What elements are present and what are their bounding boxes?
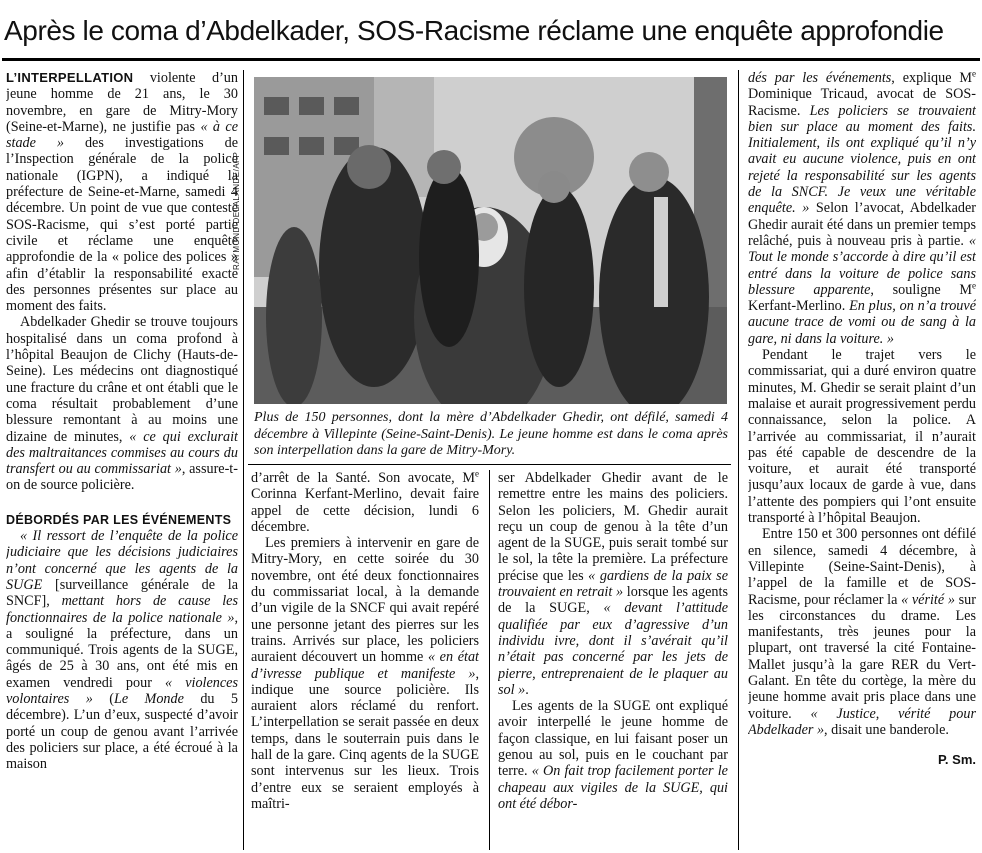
column-1 xyxy=(6,70,238,850)
photo-caption: Plus de 150 personnes, dont la mère d’Abdelkader Ghedir, ont défilé, samedi 4 décembre à Villepinte (Seine-Saint-Denis). Le jeune homme est dans le coma après son interpellation dans la gare de Mitry-Mory. xyxy=(254,410,728,458)
column-3 xyxy=(498,470,728,850)
quote-run: « gardiens de la paix se trouvaient en retrait » xyxy=(498,567,728,601)
quote-run: En plus, on n’a trouvé aucune trace de vomi ou de sang à la gare, ni dans la voiture. » xyxy=(748,298,976,347)
text-run: Entre 150 et 300 personnes ont défilé en silence, samedi 4 décembre, à Villepinte (Seine-Saint-Denis), à l’appel de la famille et de SOS-Racisme, pour réclamer la xyxy=(748,526,976,608)
quote-run: « ce qui exclurait des maltraitances commises au cours du transfert ou au commissariat » xyxy=(6,428,238,478)
text-run: , assure-t-on de source policière. xyxy=(6,461,238,494)
text-run: , souligne M xyxy=(870,281,972,298)
paragraph-continued xyxy=(498,470,728,698)
text-run: Kerfant-Merlino. xyxy=(748,298,850,315)
quote-run: « violences volontaires » xyxy=(6,674,238,707)
text-run: ( xyxy=(92,690,114,707)
author-signature: P. Sm. xyxy=(937,752,976,768)
text-run: Selon l’avocat, Abdelkader Ghedir aurait été dans un premier temps relâché, puis à nouveau pris à partie. xyxy=(748,200,976,249)
column-4 xyxy=(748,70,976,850)
text-run: Corinna Kerfant-Merlino, devait faire appel de cette décision, lundi 6 décembre. xyxy=(251,486,479,535)
paragraph-2 xyxy=(6,314,238,493)
text-run: du 5 décembre). L’un d’eux, suspecté d’avoir porté un coup de genou avant l’arrivée des policiers sur place, a été écroué à la maison xyxy=(6,690,238,773)
text-run: Abdelkader Ghedir se trouve toujours hospitalisé dans un coma profond à l’hôpital Beaujon de Clichy (Hauts-de-Seine). Les médecins ont diagnostiqué une fracture du crâne et ont établi que le coma résultait probablement d’une blessure remontant à au moins une dizaine de minutes, xyxy=(6,314,238,445)
article-headline: Après le coma d’Abdelkader, SOS-Racisme réclame une enquête approfondie xyxy=(4,15,944,46)
text-run: . xyxy=(525,681,529,698)
text-run: ser Abdelkader Ghedir avant de le remettre entre les mains des policiers. Selon les policiers, M. Ghedir aurait reçu un coup de genou à la tête d’un agent de la SUGE, puis serait tombé sur le sol, la tête la première. La préfecture précise que les xyxy=(498,470,728,584)
column-2 xyxy=(251,470,479,850)
column-divider xyxy=(738,70,739,850)
paragraph-continued xyxy=(251,470,479,535)
paragraph xyxy=(748,526,976,738)
quote-run: « à ce stade » xyxy=(6,118,238,152)
text-run: Les premiers à intervenir en gare de Mitry-Mory, en cette soirée du 30 novembre, ont été deux fonctionnaires du commissariat local, à la demande d’un vigile de la SNCF qui avait repéré une personne jetant des pierres sur les trains. Arrivés sur place, les policiers auraient découvert un homme xyxy=(251,535,479,666)
superscript: e xyxy=(971,280,976,291)
text-run: , indique une source policière. Ils auraient alors réclamé du renfort. L’interpellation se serait passée en deux temps, dans le souterrain puis dans le hall de la gare. Cinq agents de la SUGE sont intervenus sur les lieux. Trois d’entre eux se seraient employés à maîtri- xyxy=(251,665,479,812)
text-run: [surveillance générale de la SNCF], xyxy=(6,576,238,610)
column-divider xyxy=(243,70,244,850)
photo-illustration xyxy=(254,77,727,404)
paragraph-1 xyxy=(6,70,238,314)
quote-run: « Il ressort de l’enquête de la police judiciaire que les décisions judiciaires n’ont concerné que les agents de la SUGE xyxy=(6,528,238,593)
text-run: sur les circonstances du drame. Les manifestants, très jeunes pour la plupart, ont traversé la cité Fontaine-Mallet jusqu’à la gare RER du Vert-Galant. En tête du cortège, la mère du jeune homme avait pris place dans une voiture. xyxy=(748,591,976,722)
headline-rule xyxy=(2,58,980,61)
text-run: d’arrêt de la Santé. Son avocate, M xyxy=(251,470,475,486)
column-divider xyxy=(489,470,490,850)
text-run: Les agents de la SUGE ont expliqué avoir interpellé le jeune homme de façon classique, en lui faisant poser un genou au sol, puis en le couchant par terre. xyxy=(498,698,728,780)
section-subhead: DÉBORDÉS PAR LES ÉVÉNEMENTS xyxy=(6,512,232,527)
quote-run: « Tout le monde s’accorde à dire qu’il est entré dans la voiture de police sans blessure apparente xyxy=(748,232,976,298)
quote-run: mettant hors de cause les fonctionnaires de la police nationale » xyxy=(6,593,238,626)
lead-word: L’INTERPELLATION xyxy=(6,70,134,85)
text-run: Dominique Tricaud, avocat de SOS-Racisme. xyxy=(748,86,976,119)
text-run: des investigations de l’Inspection générale de la police nationale (IGPN), a indiqué la préfecture de Seine-et-Marne, samedi 4 décembre. Un point de vue que conteste SOS-Racisme, qui s’est porté partie civile et réclame une enquête approfondie de la « police des polices » afin d’établir la responsabilité exacte des personnes présentes sur place au moment des faits. xyxy=(6,135,238,315)
publication-name: Le Monde xyxy=(113,690,184,707)
quote-run: dés par les événements xyxy=(748,70,892,86)
quote-run: « devant l’attitude qualifiée par eux d’agressive d’un individu ivre, dont il s’avérait qu’il n’était pas concerné par les jets de pierre, entreprenaient de le plaquer au sol » xyxy=(498,600,728,698)
paragraph xyxy=(251,535,479,812)
caption-rule xyxy=(248,464,731,465)
quote-run: « On fait trop facilement porter le chapeau aux vigiles de la SUGE, qui ont été débor- xyxy=(498,763,728,812)
quote-run: « en état d’ivresse publique et manifeste » xyxy=(251,649,479,682)
text-run: lorsque les agents de la SUGE, xyxy=(498,584,728,617)
text-run: , a souligné la préfecture, dans un communiqué. Trois agents de la SUGE, âgés de 25 à 30 ans, ont été mis en examen vendredi pour xyxy=(6,609,238,691)
superscript: e xyxy=(972,70,976,79)
paragraph xyxy=(498,698,728,812)
quote-run: « vérité » xyxy=(901,591,955,608)
paragraph: Pendant le trajet vers le commissariat, qui a duré environ quatre minutes, M. Ghedir se serait plaint d’un malaise et aurait progressivement perdu connaissance, selon la police. A l’arrivée au commissariat, il n’aurait pas été capable de descendre de la voiture, et aurait été transporté jusqu’aux locaux de garde à vue, dans l’attente des pompiers qui l’ont ensuite transporté à l’hôpital Beaujon. xyxy=(748,347,976,527)
quote-run: « Justice, vérité pour Abdelkader » xyxy=(748,705,976,738)
text-run: violente d’un jeune homme de 21 ans, le 30 novembre, en gare de Mitry-Mory (Seine-et-Marne), ne justifie pas xyxy=(6,70,238,135)
superscript: e xyxy=(475,470,479,479)
paragraph-3 xyxy=(6,528,238,772)
quote-run: Les policiers se trouvaient bien sur place au moment des faits. Initialement, ils ont expliqué qu’il n’y avait eu aucune violence, puis en ont rejeté la responsabilité sur les agents de la SNCF. Je veux une véritable enquête. » xyxy=(748,102,976,217)
news-photo xyxy=(254,77,727,404)
text-run: , explique M xyxy=(891,70,972,86)
paragraph-continued xyxy=(748,70,976,347)
text-run: , disait une banderole. xyxy=(824,721,949,738)
photo-credit: RAYMOND DELALANDE/AFP xyxy=(232,151,241,270)
